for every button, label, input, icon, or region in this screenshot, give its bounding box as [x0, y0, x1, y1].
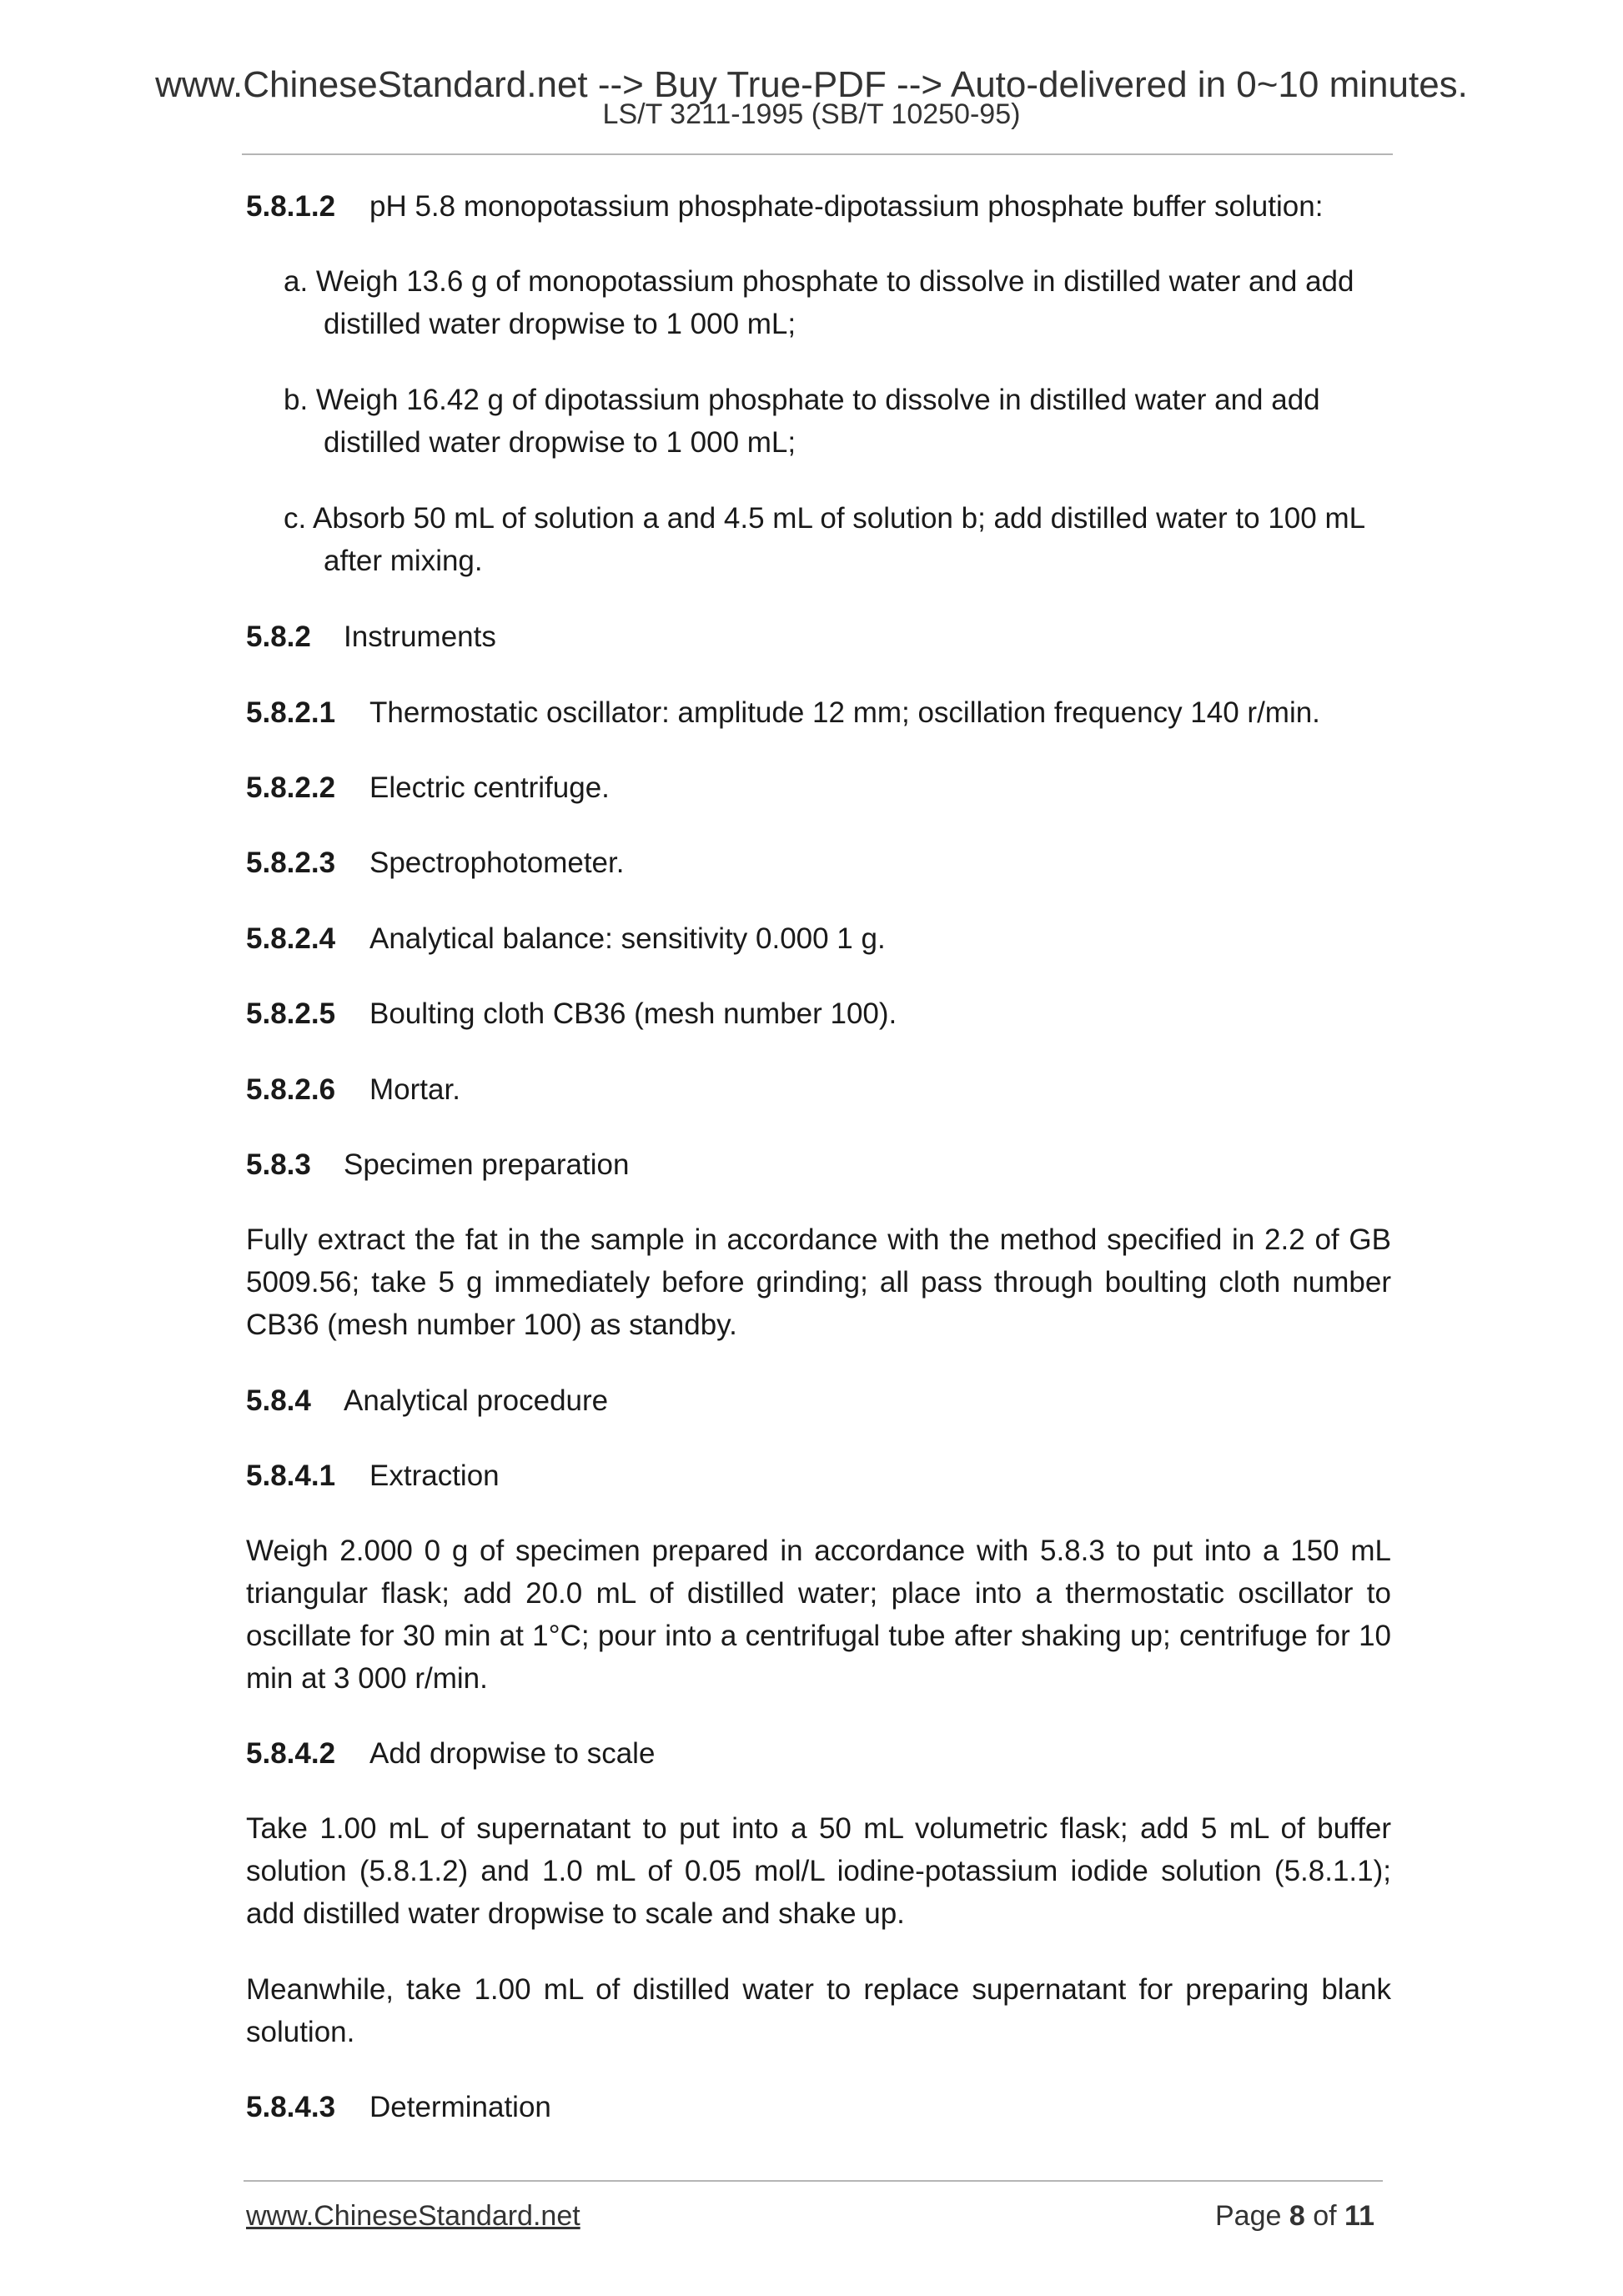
section-5-8-2-6: [246, 1068, 460, 1111]
section-number: 5.8.2.2: [246, 771, 336, 804]
footer-divider: [244, 2180, 1383, 2182]
section-number: 5.8.4.3: [246, 2091, 336, 2123]
section-5-8-2-4: [246, 917, 886, 960]
paragraph-extraction: Weigh 2.000 0 g of specimen prepared in accordance with 5.8.3 to put into a 150 mL triangular flask; add 20.0 mL of distilled water; place into a thermostatic oscillator to oscillate for 30 min at 1°C; pour into a centrifugal tube after shaking up; centrifuge for 10 min at 3 000 r/min.: [246, 1535, 1391, 1695]
footer-site-link[interactable]: www.ChineseStandard.net: [246, 2200, 580, 2232]
section-5-8-4: [246, 1379, 608, 1422]
section-text: Analytical balance: sensitivity 0.000 1 g.: [369, 922, 886, 955]
section-number: 5.8.2.5: [246, 997, 336, 1030]
section-5-8-4-2: [246, 1732, 655, 1775]
section-5-8-2-2: [246, 766, 610, 809]
list-item-continuation: after mixing.: [324, 545, 483, 577]
site-banner: www.ChineseStandard.net --> Buy True-PDF --> Auto-delivered in 0~10 minutes.: [155, 64, 1468, 105]
list-item-first-line: a. Weigh 13.6 g of monopotassium phosphate to dissolve in distilled water and add: [284, 265, 1354, 298]
section-5-8-1-2: [246, 185, 1323, 228]
section-number: 5.8.2: [246, 620, 311, 653]
section-text: Spectrophotometer.: [369, 847, 625, 879]
section-number: 5.8.4.1: [246, 1459, 336, 1492]
section-text: Add dropwise to scale: [369, 1737, 656, 1770]
section-text: Mortar.: [369, 1073, 460, 1106]
section-text: Analytical procedure: [344, 1384, 609, 1417]
section-5-8-4-3: [246, 2086, 551, 2128]
page-label: Page: [1215, 2200, 1282, 2232]
section-number: 5.8.4.2: [246, 1737, 336, 1770]
section-text: Thermostatic oscillator: amplitude 12 mm; oscillation frequency 140 r/min.: [369, 696, 1320, 729]
section-text: Electric centrifuge.: [369, 771, 610, 804]
section-5-8-2-1: [246, 691, 1320, 734]
section-number: 5.8.3: [246, 1148, 311, 1181]
section-number: 5.8.2.1: [246, 696, 336, 729]
list-item-c: [284, 497, 1391, 582]
page-current: 8: [1289, 2200, 1305, 2232]
list-item-continuation: distilled water dropwise to 1 000 mL;: [324, 308, 796, 340]
section-number: 5.8.4: [246, 1384, 311, 1417]
paragraph-specimen-preparation: Fully extract the fat in the sample in accordance with the method specified in 2.2 of GB 5009.56; take 5 g immediately before grinding; all pass through boulting cloth number CB36 (mesh number 100) as standby.: [246, 1223, 1391, 1341]
page-of-label: of: [1313, 2200, 1337, 2232]
standard-code: LS/T 3211-1995 (SB/T 10250-95): [602, 98, 1021, 130]
list-item-continuation: distilled water dropwise to 1 000 mL;: [324, 426, 796, 459]
page-indicator: [1215, 2199, 1374, 2233]
section-5-8-4-1: [246, 1454, 500, 1497]
list-item-a: [284, 260, 1391, 345]
section-number: 5.8.1.2: [246, 190, 336, 223]
section-text: pH 5.8 monopotassium phosphate-dipotassium phosphate buffer solution:: [369, 190, 1324, 223]
section-5-8-2: [246, 615, 496, 658]
section-5-8-2-3: [246, 842, 624, 884]
section-text: Determination: [369, 2091, 551, 2123]
list-item-b: [284, 379, 1391, 464]
paragraph-blank-solution: Meanwhile, take 1.00 mL of distilled water to replace supernatant for preparing blank solution.: [246, 1973, 1391, 2048]
section-text: Extraction: [369, 1459, 500, 1492]
section-text: Instruments: [344, 620, 496, 653]
list-item-first-line: b. Weigh 16.42 g of dipotassium phosphate to dissolve in distilled water and add: [284, 384, 1320, 416]
section-5-8-2-5: [246, 992, 897, 1035]
section-number: 5.8.2.6: [246, 1073, 336, 1106]
section-text: Boulting cloth CB36 (mesh number 100).: [369, 997, 897, 1030]
section-5-8-3: [246, 1143, 629, 1186]
section-text: Specimen preparation: [344, 1148, 630, 1181]
section-number: 5.8.2.4: [246, 922, 336, 955]
paragraph-add-to-scale: Take 1.00 mL of supernatant to put into a 50 mL volumetric flask; add 5 mL of buffer solution (5.8.1.2) and 1.0 mL of 0.05 mol/L iodine-potassium iodide solution (5.8.1.1); add distilled water dropwise to scale and shake up.: [246, 1812, 1391, 1930]
section-number: 5.8.2.3: [246, 847, 336, 879]
page-total: 11: [1344, 2200, 1374, 2232]
list-item-first-line: c. Absorb 50 mL of solution a and 4.5 mL of solution b; add distilled water to 100 mL: [284, 502, 1366, 535]
